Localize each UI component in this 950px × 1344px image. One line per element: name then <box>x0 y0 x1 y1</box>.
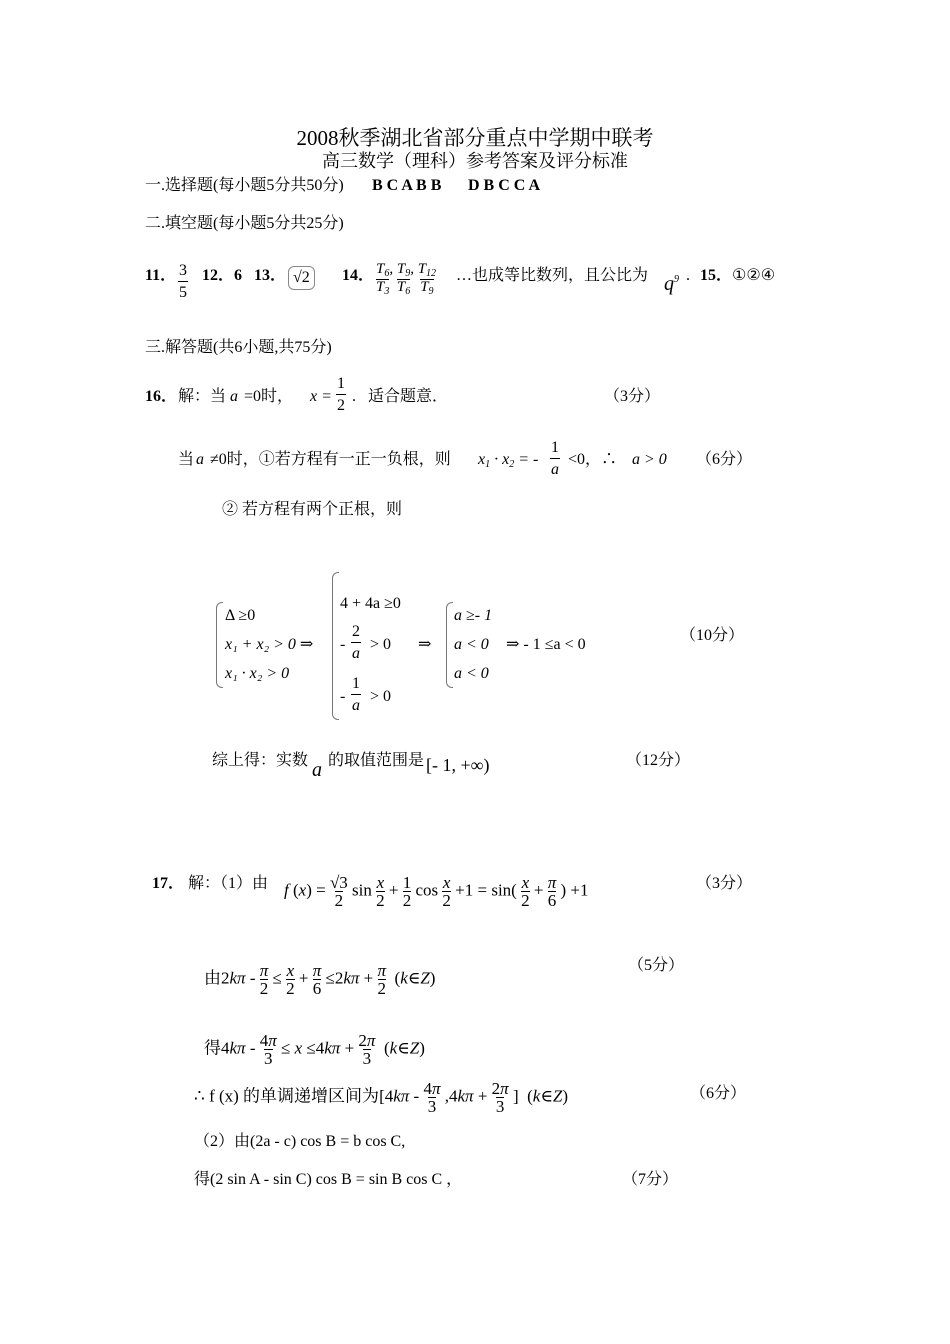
q17-formula2: 由2kπ - $\frac{\pi}{2}$ ≤ $\frac{x}{2}$ + $\frac{\pi}{6}$ ≤2kπ + $\frac{\pi}{2}$ (k∈Z) <box>204 961 436 998</box>
q16-line2b: ≠0时，①若方程有一正一负根，则 <box>210 451 451 468</box>
q16-score4: （12分） <box>626 752 691 769</box>
sys3-row2: a < 0 <box>454 636 489 653</box>
brace-1 <box>216 602 223 688</box>
sys2-frac3: 1 a <box>352 675 360 714</box>
sys2-row2: > 0 <box>370 636 392 653</box>
q17-line5: （2）由(2a - c) cos B = b cos C, <box>194 1133 406 1150</box>
sys2-row3: > 0 <box>370 688 392 705</box>
q16-score1: （3分） <box>604 388 661 405</box>
section-fill-label: 二.填空题(每小题5分共25分) <box>145 215 344 232</box>
section-solve-label: 三.解答题(共6小题,共75分) <box>145 339 332 356</box>
sys1-row3: x₁ · x₂ > 0 <box>225 665 290 682</box>
fraction-q11: 3 5 <box>179 262 187 301</box>
sys1-row1: Δ ≥0 <box>225 607 256 624</box>
brace-2 <box>332 572 339 720</box>
fill-q13: 13． <box>254 267 287 284</box>
fill-q11: 11． <box>145 267 177 284</box>
fill-q15: 15． <box>700 267 733 284</box>
fill-q14-q: $q^9$ <box>664 273 679 295</box>
sys1-row2: x₁ + x₂ > 0 ⇒ <box>225 636 314 653</box>
q17-line6: 得(2 sin A - sin C) cos B = sin B cos C ， <box>194 1171 463 1188</box>
q16-line1b: =0时， <box>244 388 294 405</box>
q16-line2c: <0，∴ <box>568 451 618 468</box>
q16-frac-1a: 1 a <box>551 439 559 478</box>
sys2-frac2: 2 a <box>352 623 360 662</box>
q16-line3: ② 若方程有两个正根，则 <box>222 501 403 518</box>
fill-q13-value: √2 <box>288 266 315 290</box>
sys2-row1: 4 + 4a ≥0 <box>340 595 401 612</box>
fill-q12: 12．6 <box>202 267 243 284</box>
fill-q14-text: …也成等比数列，且公比为 <box>456 267 649 284</box>
q17-score1: （3分） <box>696 875 753 892</box>
q16-result: ⇒ - 1 ≤a < 0 <box>506 636 586 653</box>
q16-score2: （6分） <box>696 451 753 468</box>
q17-number: 17． <box>152 875 185 892</box>
q16-line1c: 适合题意． <box>368 388 449 405</box>
q16-half: 1 2 <box>337 375 345 414</box>
q17-score4: （7分） <box>622 1171 679 1188</box>
q16-score3: （10分） <box>680 627 745 644</box>
fill-q14: 14． <box>342 267 375 284</box>
section-choice-label: 一.选择题(每小题5分共50分) <box>145 177 344 194</box>
fill-q14-ratios: $\frac{T_6}{T_3}$ , $\frac{T_9}{T_6}$ , $\frac{T_{12}}{T_9}$ <box>376 261 437 297</box>
sys3-row1: a ≥- 1 <box>454 607 493 624</box>
page-subtitle: 高三数学（理科）参考答案及评分标准 <box>322 151 628 171</box>
q16-range: [- 1, +∞) <box>426 755 490 775</box>
q17-score3: （6分） <box>690 1085 747 1102</box>
q17-line1: 解：（1）由 <box>188 875 269 892</box>
q16-line1: 解：当 <box>178 388 227 405</box>
sys3-row3: a < 0 <box>454 665 489 682</box>
q16-line4: 综上得：实数 <box>212 752 309 769</box>
q17-score2: （5分） <box>628 957 685 974</box>
q16-number: 16． <box>145 388 178 405</box>
q16-line2: 当 <box>178 451 195 468</box>
q16-line4b: 的取值范围是 <box>328 752 425 769</box>
q16-line2d: a > 0 <box>632 451 667 468</box>
q17-formula4: ∴ f (x) 的单调递增区间为[4kπ - $\frac{4\pi}{3}$ ,4kπ + $\frac{2\pi}{3}$ ] (k∈Z) <box>194 1079 569 1116</box>
choice-answers-1: B C A B B <box>372 177 442 194</box>
q17-formula1: f (x) = $\frac{√3}{2}$ sin $\frac{x}{2}$ + $\frac{1}{2}$ cos $\frac{x}{2}$ +1 = sin( $\frac{x}{2}$ + $\frac{\pi}{6}$ ) +1 <box>284 873 589 910</box>
page-title: 2008秋季湖北省部分重点中学期中联考 <box>296 126 654 150</box>
fill-q15-answer: ①②④ <box>732 267 776 284</box>
brace-3 <box>446 602 453 688</box>
choice-answers-2: D B C C A <box>468 177 541 194</box>
q17-formula3: 得4kπ - $\frac{4\pi}{3}$ ≤ x ≤4kπ + $\frac{2\pi}{3}$ (k∈Z) <box>204 1031 425 1068</box>
